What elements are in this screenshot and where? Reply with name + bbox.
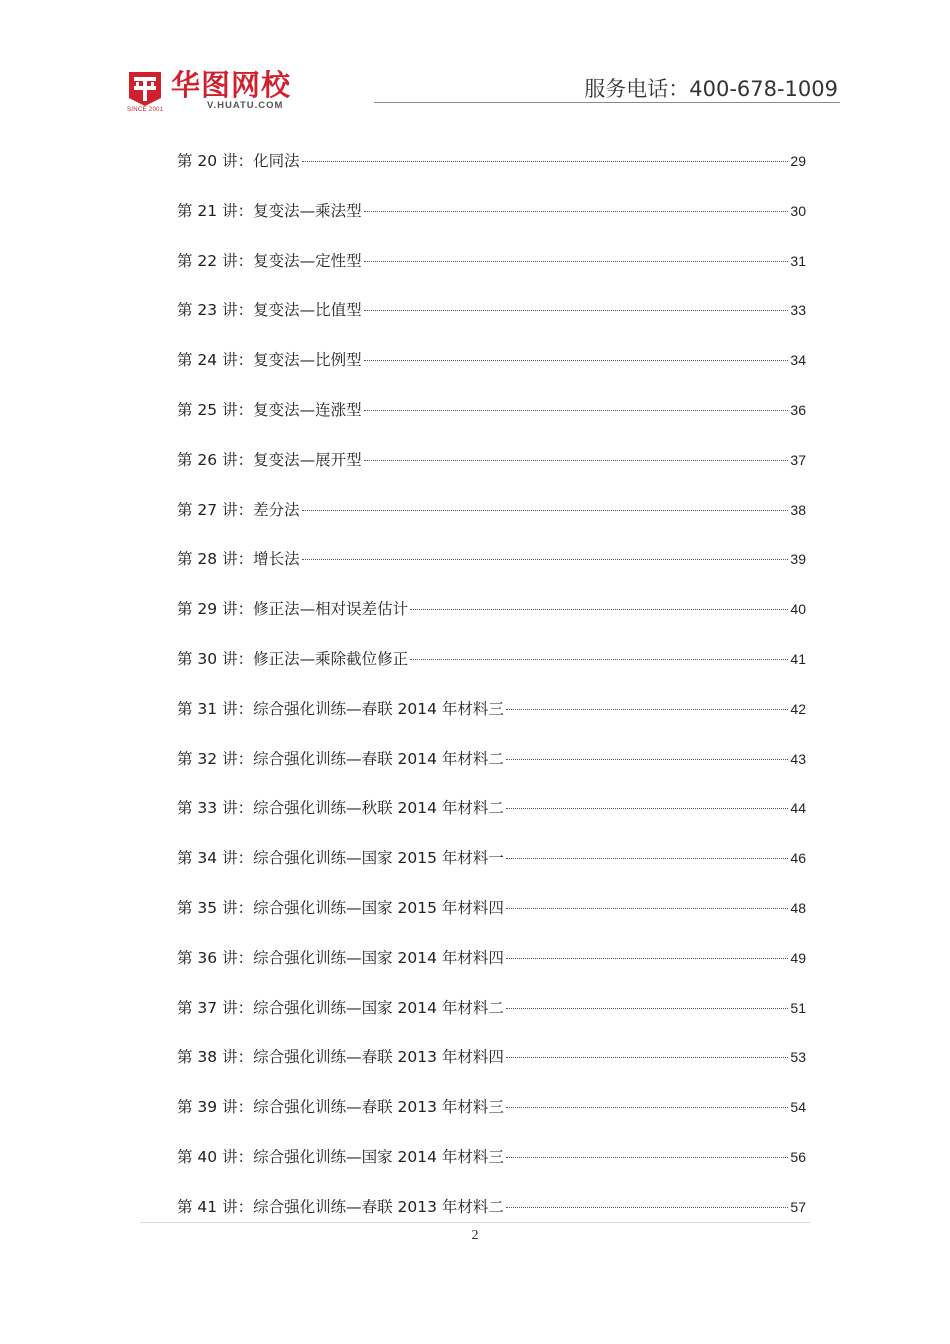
toc-dot-leader	[364, 310, 789, 311]
toc-entry[interactable]	[177, 694, 806, 744]
toc-entry-page: 39	[790, 551, 806, 568]
toc-dot-leader	[506, 1157, 789, 1158]
logo-url: V.HUATU.COM	[207, 100, 284, 111]
toc-entry[interactable]	[177, 943, 806, 993]
toc-dot-leader	[364, 261, 789, 262]
toc-entry-title: 第 33 讲：综合强化训练—秋联 2014 年材料二	[177, 799, 504, 818]
toc-dot-leader	[506, 1107, 789, 1108]
toc-entry[interactable]	[177, 445, 806, 495]
toc-entry-title: 第 27 讲：差分法	[177, 500, 300, 519]
toc-entry-title: 第 39 讲：综合强化训练—春联 2013 年材料三	[177, 1098, 504, 1117]
toc-entry[interactable]	[177, 793, 806, 843]
toc-entry[interactable]	[177, 146, 806, 196]
toc-entry-page: 48	[790, 899, 806, 916]
toc-entry[interactable]	[177, 1142, 806, 1192]
toc-dot-leader	[506, 1207, 789, 1208]
toc-entry-title: 第 41 讲：综合强化训练—春联 2013 年材料二	[177, 1197, 504, 1216]
toc-entry-title: 第 20 讲：化同法	[177, 152, 300, 170]
toc-dot-leader	[506, 858, 789, 859]
toc-dot-leader	[506, 1057, 789, 1058]
toc-entry-title: 第 29 讲：修正法—相对误差估计	[177, 600, 409, 619]
toc-entry-page: 42	[790, 700, 806, 717]
toc-entry[interactable]	[177, 843, 806, 893]
toc-entry-title: 第 32 讲：综合强化训练—春联 2014 年材料二	[177, 749, 504, 768]
toc-entry-page: 46	[790, 850, 806, 867]
toc-dot-leader	[364, 460, 789, 461]
toc-entry-page: 30	[790, 202, 806, 219]
toc-entry-title: 第 21 讲：复变法—乘法型	[177, 201, 362, 220]
toc-entry[interactable]	[177, 893, 806, 943]
toc-dot-leader	[506, 908, 789, 909]
toc-entry[interactable]	[177, 345, 806, 395]
huatu-logo	[127, 70, 327, 116]
toc-dot-leader	[506, 958, 789, 959]
footer-divider	[140, 1222, 810, 1223]
page-header	[0, 0, 950, 120]
toc-entry[interactable]	[177, 594, 806, 644]
toc-dot-leader	[302, 161, 789, 162]
service-phone: 服务电话：400-678-1009	[584, 77, 838, 101]
toc-entry-page: 33	[790, 302, 806, 319]
toc-entry-page: 41	[790, 650, 806, 667]
toc-entry-title: 第 30 讲：修正法—乘除截位修正	[177, 649, 409, 668]
toc-entry-title: 第 34 讲：综合强化训练—国家 2015 年材料一	[177, 849, 504, 868]
huatu-logo-mark-icon	[127, 70, 163, 108]
toc-entry-title: 第 38 讲：综合强化训练—春联 2013 年材料四	[177, 1048, 504, 1067]
toc-dot-leader	[506, 759, 789, 760]
toc-entry-title: 第 24 讲：复变法—比例型	[177, 351, 362, 370]
toc-entry-title: 第 35 讲：综合强化训练—国家 2015 年材料四	[177, 898, 504, 917]
toc-entry-page: 38	[790, 501, 806, 518]
toc-entry[interactable]	[177, 644, 806, 694]
toc-entry-page: 51	[790, 999, 806, 1016]
toc-entry-page: 36	[790, 401, 806, 418]
table-of-contents	[177, 146, 806, 1242]
toc-entry-page: 37	[790, 451, 806, 468]
toc-entry-page: 53	[790, 1049, 806, 1066]
toc-entry-page: 29	[790, 153, 806, 169]
logo-since-text: SINCE 2001	[127, 107, 164, 113]
toc-entry-page: 43	[790, 750, 806, 767]
toc-entry-page: 34	[790, 352, 806, 369]
toc-entry[interactable]	[177, 744, 806, 794]
toc-entry[interactable]	[177, 395, 806, 445]
toc-entry-page: 40	[790, 601, 806, 618]
toc-entry-title: 第 31 讲：综合强化训练—春联 2014 年材料三	[177, 699, 504, 718]
toc-dot-leader	[364, 360, 789, 361]
toc-entry-title: 第 36 讲：综合强化训练—国家 2014 年材料四	[177, 948, 504, 967]
toc-dot-leader	[364, 211, 789, 212]
toc-entry[interactable]	[177, 196, 806, 246]
toc-entry-page: 49	[790, 949, 806, 966]
toc-entry[interactable]	[177, 544, 806, 594]
toc-entry-title: 第 26 讲：复变法—展开型	[177, 450, 362, 469]
toc-entry[interactable]	[177, 1042, 806, 1092]
toc-dot-leader	[506, 1008, 789, 1009]
toc-dot-leader	[364, 410, 789, 411]
toc-dot-leader	[410, 609, 788, 610]
toc-entry-page: 57	[790, 1198, 806, 1215]
toc-entry-title: 第 37 讲：综合强化训练—国家 2014 年材料二	[177, 998, 504, 1017]
toc-dot-leader	[506, 808, 789, 809]
toc-entry-title: 第 22 讲：复变法—定性型	[177, 251, 362, 270]
toc-entry-title: 第 25 讲：复变法—连涨型	[177, 400, 362, 419]
logo-name: 华图网校	[171, 68, 292, 102]
toc-entry[interactable]	[177, 295, 806, 345]
toc-entry-page: 56	[790, 1148, 806, 1165]
toc-dot-leader	[302, 559, 789, 560]
toc-entry[interactable]	[177, 993, 806, 1043]
toc-entry-title: 第 23 讲：复变法—比值型	[177, 301, 362, 320]
toc-entry-title: 第 28 讲：增长法	[177, 550, 300, 569]
toc-entry[interactable]	[177, 495, 806, 545]
header-divider	[374, 102, 840, 103]
toc-entry-page: 31	[790, 252, 806, 269]
toc-entry[interactable]	[177, 246, 806, 296]
toc-dot-leader	[302, 510, 789, 511]
toc-entry-title: 第 40 讲：综合强化训练—国家 2014 年材料三	[177, 1147, 504, 1166]
toc-dot-leader	[410, 659, 788, 660]
toc-entry-page: 54	[790, 1099, 806, 1116]
toc-entry[interactable]	[177, 1092, 806, 1142]
page-number: 2	[471, 1228, 479, 1243]
toc-dot-leader	[506, 709, 789, 710]
toc-entry-page: 44	[790, 800, 806, 817]
